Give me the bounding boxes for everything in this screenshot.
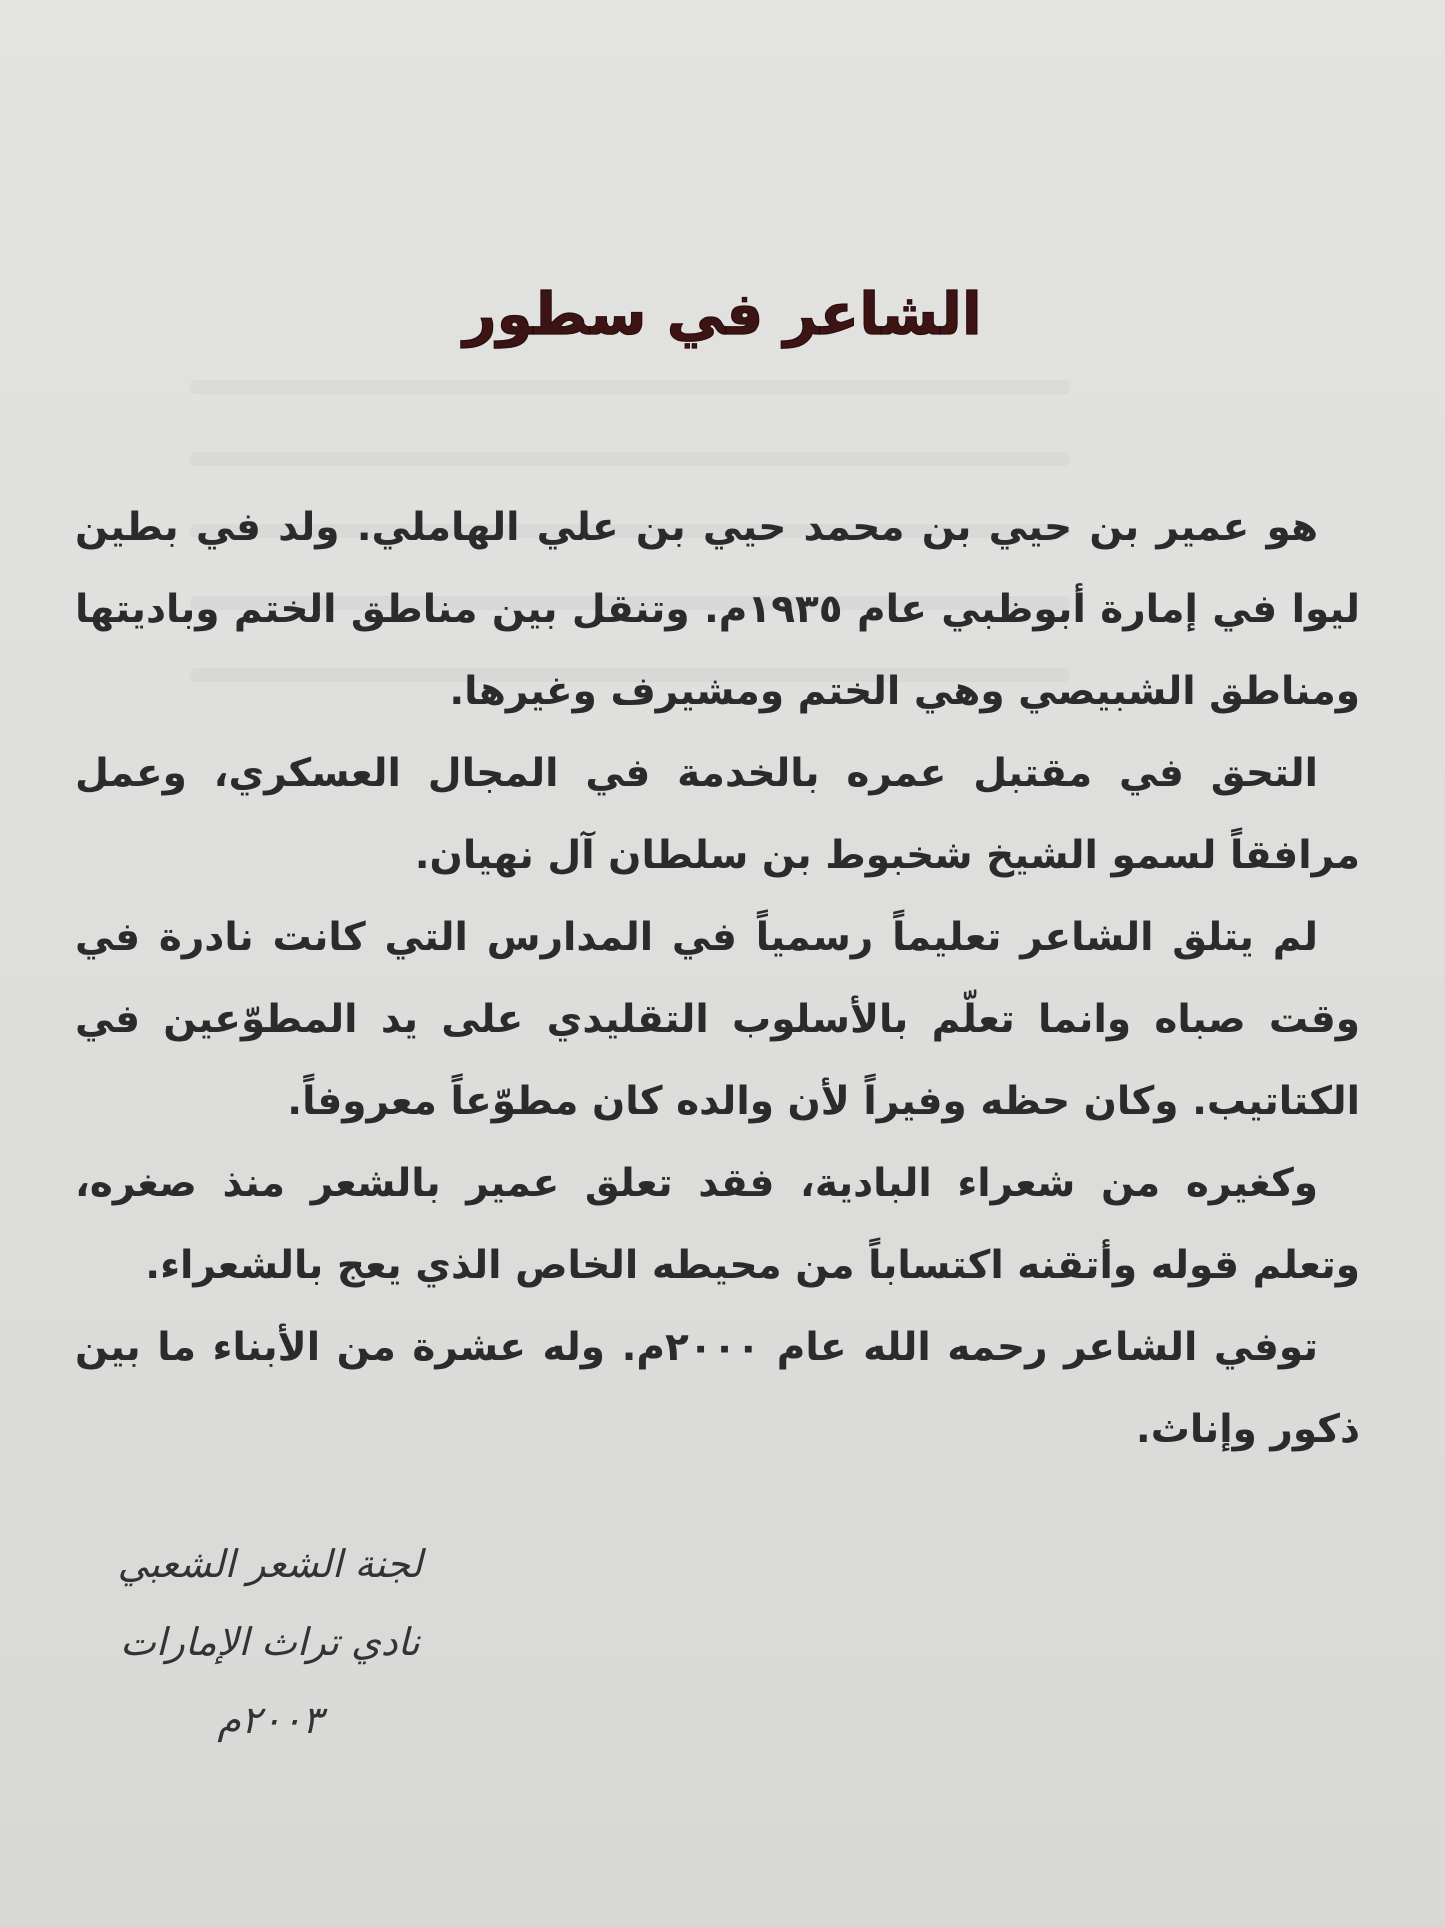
paragraph-4: وكغيره من شعراء البادية، فقد تعلق عمير بالشعر منذ صغره، وتعلم قوله وأتقنه اكتساباً من محيطه الخاص الذي يعج بالشعراء. [75, 1161, 1360, 1288]
signature-committee: لجنة الشعر الشعبي [117, 1542, 423, 1586]
bleed-through-text [470, 150, 910, 201]
paragraph-3: لم يتلق الشاعر تعليماً رسمياً في المدارس التي كانت نادرة في وقت صباه وانما تعلّم بالأسلوب التقليدي على يد المطوّعين في الكتاتيب. وكان حظه وفيراً لأن والده كان مطوّعاً معروفاً. [75, 915, 1360, 1124]
page-title: الشاعر في سطور [463, 280, 982, 348]
paragraph-5: توفي الشاعر رحمه الله عام ٢٠٠٠م. وله عشرة من الأبناء ما بين ذكور وإناث. [75, 1325, 1360, 1452]
paragraph-1: هو عمير بن حيي بن محمد حيي بن علي الهاملي. ولد في بطين ليوا في إمارة أبوظبي عام ١٩٣٥م. وتنقل بين مناطق الختم وباديتها ومناطق الشبيصي وهي الختم ومشيرف وغيرها. [75, 505, 1360, 714]
signature-year: ٢٠٠٣م [217, 1698, 323, 1742]
signature-club: نادي تراث الإمارات [120, 1620, 420, 1664]
paragraph-2: التحق في مقتبل عمره بالخدمة في المجال العسكري، وعمل مرافقاً لسمو الشيخ شخبوط بن سلطان آل نهيان. [75, 751, 1360, 878]
signature-block [100, 1525, 440, 1759]
biography-text [75, 487, 1360, 1471]
